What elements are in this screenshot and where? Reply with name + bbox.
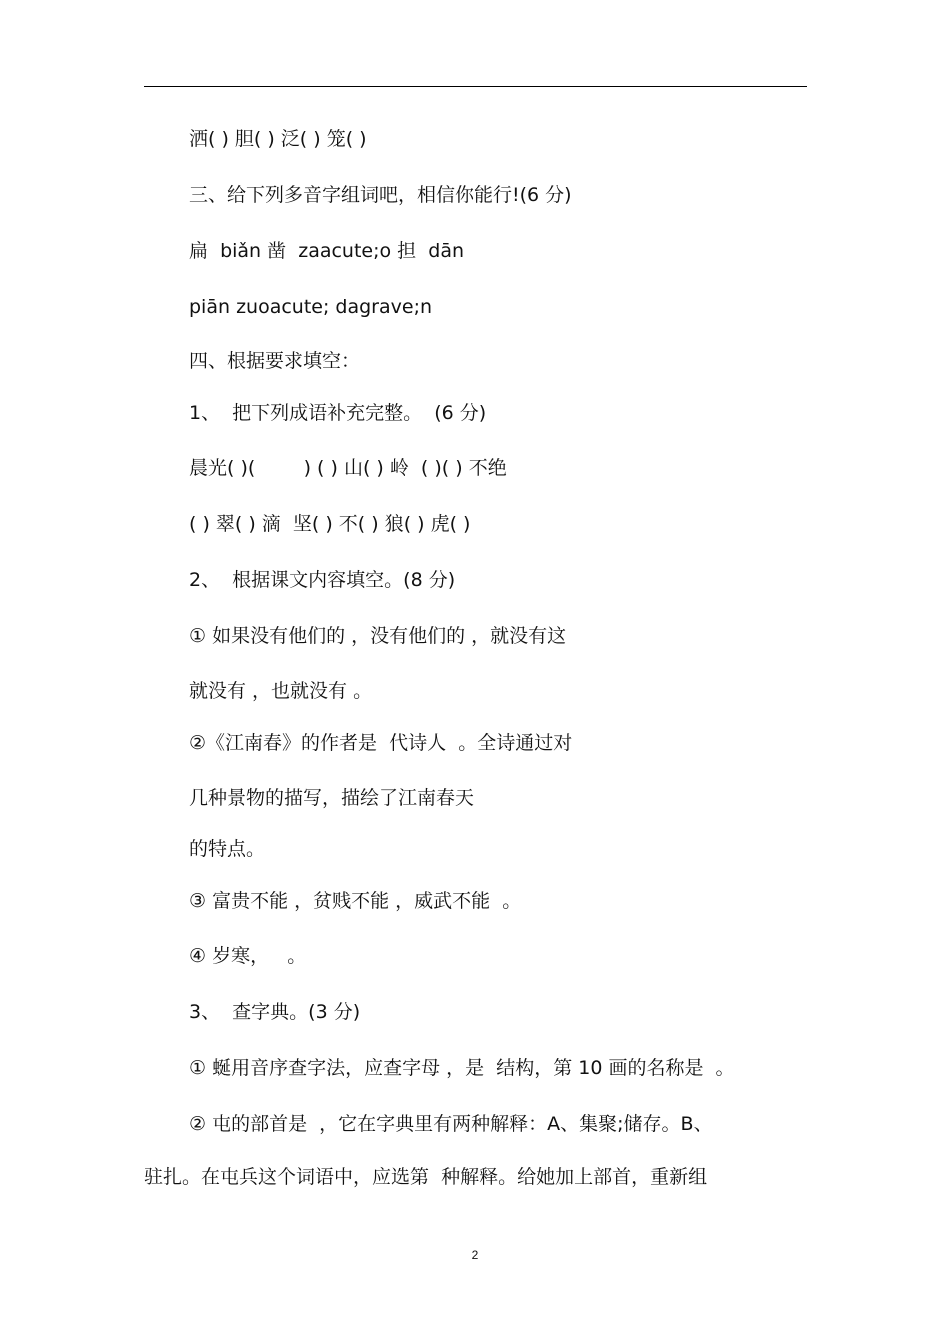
question-1-heading: 1、 把下列成语补充完整。 (6 分): [189, 402, 487, 424]
fill-item-4: ④ 岁寒， 。: [189, 945, 307, 967]
section-3-heading: 三、给下列多音字组词吧，相信你能行!(6 分): [189, 184, 572, 206]
page-number: 2: [471, 1248, 479, 1262]
fill-item-2-line-2: 几种景物的描写，描绘了江南春天: [189, 787, 475, 809]
line-char-blanks: 洒( ) 胆( ) 泛( ) 笼( ): [189, 128, 367, 150]
fill-item-3: ③ 富贵不能 ，贫贱不能 ，威武不能 。: [189, 890, 522, 912]
fill-item-1-line-2: 就没有 ，也就没有 。: [189, 680, 373, 702]
fill-item-2-line-1: ②《江南春》的作者是 代诗人 。全诗通过对: [189, 732, 573, 754]
dictionary-item-1: ① 蜒用音序查字法，应查字母 ，是 结构，第 10 画的名称是 。: [189, 1057, 735, 1079]
dictionary-item-2-line-1: ② 屯的部首是 ，它在字典里有两种解释：A、集聚;储存。B、: [189, 1113, 713, 1135]
idiom-line-2: ( ) 翠( ) 滴 坚( ) 不( ) 狼( ) 虎( ): [189, 513, 471, 535]
idiom-line-1: 晨光( )( ) ( ) 山( ) 岭 ( )( ) 不绝: [189, 457, 507, 479]
section-4-heading: 四、根据要求填空：: [189, 350, 361, 372]
dictionary-item-2-line-2: 驻扎。在屯兵这个词语中，应选第 种解释。给她加上部首，重新组: [144, 1166, 708, 1188]
fill-item-2-line-3: 的特点。: [189, 838, 266, 860]
header-rule: [144, 86, 807, 87]
question-2-heading: 2、 根据课文内容填空。(8 分): [189, 569, 456, 591]
polyphone-line-2: piān zuoacute; dagrave;n: [189, 296, 433, 318]
polyphone-line-1: 扁 biǎn 凿 zaacute;o 担 dān: [189, 240, 464, 262]
fill-item-1-line-1: ① 如果没有他们的 ，没有他们的 ，就没有这: [189, 625, 567, 647]
question-3-heading: 3、 查字典。(3 分): [189, 1001, 361, 1023]
